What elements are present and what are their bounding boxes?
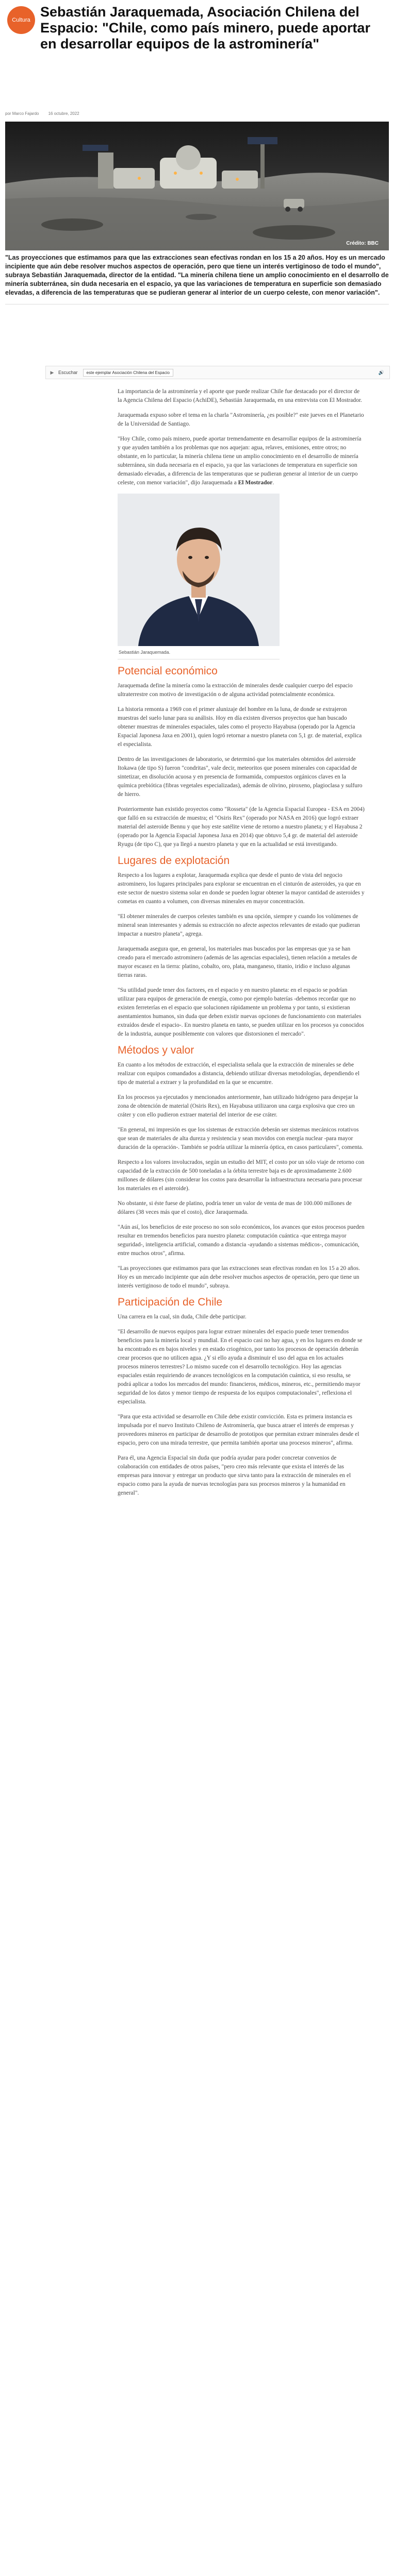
- hero-image: [5, 122, 389, 250]
- article-title: Sebastián Jaraquemada, Asociación Chilena del Espacio: "Chile, como país minero, puede aportar en desarrollar equipos de la astrominería": [40, 4, 370, 52]
- paragraph: "Para que esta actividad se desarrolle en Chile debe existir convicción. Esta es primera instancia es impulsada por el nuevo Instituto Chileno de Astrominería, que busca atraer el interés de empresas y proveedores mineros en participar de desarrollo de prototipos que permitan extraer minerales desde el espacio, pero con una mirada terrestre, que permita también aportar una procesos mineros", afirma.: [118, 1414, 359, 1446]
- paragraph: En cuanto a los métodos de extracción, el especialista señala que la extracción de minerales se debe realizar con equipos comandados a distancia, debiendo utilizar diversas metodologías, dependiendo el tipo de material a extraer y la profundidad en la que se encuentre.: [118, 1062, 360, 1086]
- section-heading: Métodos y valor: [118, 1044, 194, 1056]
- paragraph: Jaraquemada expuso sobre el tema en la charla "Astrominería, ¿es posible?" este jueves en el Planetario de la Universidad de Santiago.: [118, 412, 364, 427]
- paragraph: "Aún así, los beneficios de este proceso no son solo económicos, los avances que estos procesos pueden resultar en tremendos beneficios para nuestro planeta: computación cuántica -que entrega mayor seguridad-, inteligencia artificial, comando a distancia -ayudando a sistemas médicos-, comunicación, entre muchos otros", afirma.: [118, 1224, 365, 1257]
- article-meta: [5, 111, 88, 116]
- play-icon[interactable]: ▶: [50, 369, 54, 375]
- publication-name: El Mostrador: [238, 480, 273, 486]
- section-heading: Lugares de explotación: [118, 855, 230, 867]
- paragraph: Posteriormente han existido proyectos como "Rosseta" (de la Agencia Espacial Europea - ESA en 2004) que falló en su extracción de muestra; el "Osiris Rex" (operado por NASA en 2016) que logró extraer material del asteroide Bennu y que hoy este satélite viene de retorno a nuestro planeta; y el Hayabusa 2 (operado por la Agencia Espacial Japonesa Jaxa en 2014) que obtuvo 5,4 gr. de material del asteroide Ryugu (de tipo C), que ya llegó a nuestro planeta y que en la actualidad se está investigando.: [118, 806, 365, 848]
- image-credit: Crédito: BBC: [346, 241, 379, 246]
- category-badge[interactable]: Cultura: [7, 6, 35, 34]
- audio-player: [45, 366, 390, 379]
- paragraph: La historia remonta a 1969 con el primer alunizaje del hombre en la luna, de donde se extrajeron muestras del suelo lunar para su análisis. Hoy en día existen diversos proyectos que han buscado obtener muestras de minerales espaciales, tales como el proyecto Hayabusa (operado por la Agencia Espacial Japonesa Jaxa en 2001), quien logró retornar a nuestro planeta con 5,1 gr. de material, explica el especialista.: [118, 706, 362, 748]
- paragraph: "Hoy Chile, como país minero, puede aportar tremendamente en desarrollar equipos de la astrominería y que ayuden también a los problemas que nos aquejan: agua, relaves, emisiones, entre otros; no obstante, en lo particular, la minería chilena tiene un amplio conocimiento en el desarrollo de minería subterránea, sin duda necesaria en el espacio, ya que las variaciones de temperatura en superficie son demasiado elevadas, a diferencia de las temperaturas que se pudieran generar al interior de un cuerpo celeste, con menor variación", dijo Jaraquemada a El Mostrador.: [118, 436, 362, 486]
- section-heading: Participación de Chile: [118, 1296, 223, 1308]
- portrait-image: [118, 494, 280, 646]
- portrait-caption: Sebastián Jaraquemada.: [118, 646, 280, 659]
- paragraph: Dentro de las investigaciones de laboratorio, se determinó que los materiales obtenidos del asteroide Itokawa (de tipo S) fueron "condritas", vale decir, meteoritos que poseen minerales con capacidad de sintetizar, en disolución acuosa y en presencia de formamida, compuestos orgánicos claves en la química prebiótica (fibras vegetales especializadas), además de olivino, piroxeno, plagioclasa y sulfuro de hierro.: [118, 756, 363, 798]
- paragraph: En los procesos ya ejecutados y mencionados anteriormente, han utilizado hidrógeno para despejar la zona de obtención de material (Osiris Rex), en Hayabusa utilizaron una carga explosiva que creo un cráter y con ello pudieron extraer material del interior de ese cráter.: [118, 1094, 358, 1118]
- portrait-illustration: [118, 494, 280, 646]
- portrait-figure: [118, 494, 280, 659]
- paragraph: No obstante, si éste fuese de platino, podría tener un valor de venta de mas de 100.000 millones de dólares (38 veces más que el costo), dice Jaraquemada.: [118, 1200, 352, 1215]
- listen-label[interactable]: Escuchar: [58, 370, 78, 375]
- paragraph: Respecto a los valores involucrados, según un estudio del MIT, el costo por un sólo viaje de retorno con capacidad de la extracción de 500 toneladas a la órbita terrestre baja es de aproximadamente 2.600 millones de dólares (sin considerar los costos para desarrollar la infraestructura necesaria para procesar los materiales en el asteroide).: [118, 1159, 365, 1192]
- volume-icon[interactable]: 🔊: [378, 369, 384, 375]
- paragraph: "Su utilidad puede tener dos factores, en el espacio y en nuestro planeta: en el espacio se podrían utilizar para equipos de generación de energía, como por ejemplo baterías -debemos recordar que no existen ferreterías en el espacio que solucionen rápidamente un problema y por tanto, si existieran asentamientos humanos, sin duda que deben existir nuevas opciones de funcionamiento con materiales extraídos desde el espacio-. En nuestro planeta en tanto, se pueden utilizar en los procesos ya conocidos de la industria, aunque posiblemente con valores que distorsionen el mercado".: [118, 987, 364, 1037]
- author-name[interactable]: por Marco Fajardo: [5, 111, 39, 116]
- lunar-base-illustration: [5, 122, 389, 250]
- paragraph-text: "Hoy Chile, como país minero, puede aportar tremendamente en desarrollar equipos de la astrominería y que ayuden también a los problemas que nos aquejan: agua, relaves, emisiones, entre otros; no obstante, en lo particular, la minería chilena tiene un amplio conocimiento en el desarrollo de minería subterránea, sin duda necesaria en el espacio, ya que las variaciones de temperatura en superficie son demasiado elevadas, a diferencia de las temperaturas que se pudieran generar al interior de un cuerpo celeste, con menor variación", dijo Jaraquemada a: [118, 436, 362, 486]
- publish-date: 16 octubre, 2022: [48, 111, 79, 116]
- paragraph: Para él, una Agencia Espacial sin duda que podría ayudar para poder concretar convenios de colaboración con entidades de otros países, "pero creo más relevante que exista el interés de las empresas para innovar y entregar un producto que sirva tanto para la extracción de minerales en el espacio como para la ayuda de nuevas tecnologías para sus procesos mineros y la humanidad en general".: [118, 1455, 351, 1496]
- paragraph: "Las proyecciones que estimamos para que las extracciones sean efectivas rondan en los 15 a 20 años. Hoy es un mercado incipiente que aún debe resolver muchos aspectos de operación, pero que tiene un interés vertiginoso de todo el mundo", subraya.: [118, 1265, 360, 1289]
- paragraph: "El desarrollo de nuevos equipos para lograr extraer minerales del espacio puede tener tremendos beneficios para la minería local y mundial. En el espacio casi no hay agua, y en los lugares en donde se ha encontrado es en bajos niveles y en estado criogénico, por tanto los procesos de operación deberán crear procesos que no utilicen agua. ¿Y si ello ayuda a disminuir el uso del agua en los actuales procesos mineros terrestres? Lo mismo sucede con el desarrollo tecnológico. Hoy las agencias espaciales están requiriendo de avances tecnológicos en la computación cuántica, si eso resulta, se podrá aplicar a todos los mercados del mundo: financieros, médicos, mineros, etc., permitiendo mayor seguridad de los datos y menor tiempo de respuesta de los equipos computacionales", reflexiona el especialista.: [118, 1329, 363, 1405]
- article-lead: [5, 253, 389, 297]
- article-body: [118, 387, 365, 1504]
- paragraph: Respecto a los lugares a explotar, Jaraquemada explica que desde el punto de vista del negocio astrominero, los lugares principales para explorar se encuentran en el cinturón de asteroides, ya que en este sector de nuestro sistema solar en donde se pueden lograr obtener la mayor cantidad de asteroides y cometas en cuanto a volumen, con diversas minerales en mayor concentración.: [118, 872, 365, 905]
- paragraph: "El obtener minerales de cuerpos celestes también es una opción, siempre y cuando los volúmenes de mineral sean interesantes y además su extracción no afecte aspectos relevantes de estado que pudieran impactar a nuestro planeta", agrega.: [118, 913, 361, 937]
- section-heading: Potencial económico: [118, 665, 218, 677]
- paragraph: Una carrera en la cual, sin duda, Chile debe participar.: [118, 1314, 247, 1320]
- lead-text: "Las proyecciones que estimamos para que las extracciones sean efectivas rondan en los 15 a 20 años. Hoy es un mercado incipiente que aún debe resolver muchos aspectos de operación, pero que tiene un interés vertiginoso de todo el mundo", subraya Sebastián Jaraquemada, director de la entidad. "La minería chilena tiene un amplio conocimiento en el desarrollo de minería subterránea, sin duda necesaria en el espacio, ya que las variaciones de temperatura en superficie son demasiado elevadas, a diferencia de las temperaturas que se pudieran generar al interior de un cuerpo celeste, con menor variación".: [5, 254, 389, 296]
- paragraph: "En general, mi impresión es que los sistemas de extracción deberán ser sistemas mecánicos rotativos que sean de materiales de alta dureza y resistencia y sean movidos con energía nuclear -para mayor duración de la operación-. También se podría utilizar la minería óptica, en casos particulares", comenta.: [118, 1127, 364, 1150]
- paragraph: Jaraquemada define la minería como la extracción de minerales desde cualquier cuerpo del espacio ultraterrestre con motivo de investigación o de alguna actividad potencialmente económica.: [118, 683, 353, 698]
- paragraph: Jaraquemada asegura que, en general, los materiales mas buscados por las empresas que ya se han creado para el mercado astrominero (además de las agencias espaciales), tienen relación a metales de mayor escasez en la tierra: platino, cobalto, oro, plata, manganeso, titanio, iridio e incluso algunas tierras raras.: [118, 946, 357, 978]
- paragraph: La importancia de la astrominería y el aporte que puede realizar Chile fue destacado por el director de la Agencia Chilena del Espacio (AchiDE), Sebastián Jaraquemada, en una entrevista con El Mostrador.: [118, 388, 362, 403]
- voice-select[interactable]: este ejemplar Asociación Chilena del Espacio: [83, 369, 173, 377]
